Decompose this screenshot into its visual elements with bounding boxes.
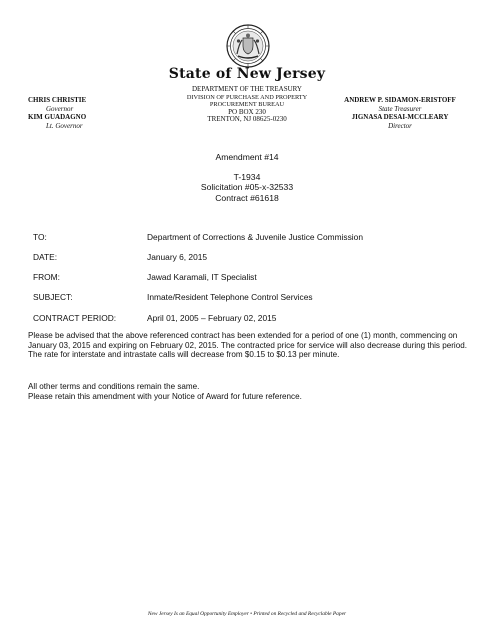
amendment-number: Amendment #14 bbox=[215, 152, 279, 162]
director-title: Director bbox=[388, 122, 412, 131]
treasurer-block bbox=[334, 96, 466, 131]
date-label: DATE: bbox=[33, 252, 58, 262]
to-value: Department of Corrections & Juvenile Justice Commission bbox=[147, 232, 363, 242]
from-value: Jawad Karamali, IT Specialist bbox=[147, 272, 257, 282]
lt-governor-name: KIM GUADAGNO bbox=[28, 113, 87, 122]
contract-period-value: April 01, 2005 – February 02, 2015 bbox=[147, 313, 277, 323]
treasurer-name: ANDREW P. SIDAMON-ERISTOFF bbox=[344, 96, 456, 104]
po-box: PO BOX 230 bbox=[228, 107, 266, 116]
governor-title: Governor bbox=[46, 104, 74, 113]
from-label: FROM: bbox=[33, 272, 60, 282]
department-name: DEPARTMENT OF THE TREASURY bbox=[192, 85, 302, 93]
division-name: DIVISION OF PURCHASE AND PROPERTY bbox=[186, 93, 308, 101]
city-zip: TRENTON, NJ 08625-0230 bbox=[207, 115, 287, 124]
amendment-header bbox=[150, 152, 344, 203]
agency-address-block bbox=[150, 86, 344, 124]
footer-text: New Jersey Is an Equal Opportunity Employer • Printed on Recycled and Recyclable Paper bbox=[147, 611, 347, 617]
body-paragraph: Please be advised that the above referenced contract has been extended for a period of one (1) month, commencing on January 03, 2015 and expiring on February 02, 2015. The contracted price for service will also decrease during this period. The rate for interstate and intrastate calls will decrease from $0.15 to $0.13 per minute. bbox=[28, 331, 467, 360]
body-terms-line: All other terms and conditions remain the same. bbox=[28, 382, 200, 391]
subject-label: SUBJECT: bbox=[33, 292, 73, 302]
t-number: T-1934 bbox=[233, 171, 261, 182]
lt-governor-title: Lt. Governor bbox=[46, 122, 83, 131]
governor-name: CHRIS CHRISTIE bbox=[28, 96, 87, 104]
to-label: TO: bbox=[33, 232, 47, 242]
governor-block bbox=[28, 96, 138, 131]
body-retain-line: Please retain this amendment with your Notice of Award for future reference. bbox=[28, 392, 302, 401]
contract-number: Contract #61618 bbox=[215, 192, 279, 203]
bureau-name: PROCUREMENT BUREAU bbox=[209, 101, 285, 109]
treasurer-title: State Treasurer bbox=[378, 104, 422, 113]
subject-value: Inmate/Resident Telephone Control Services bbox=[147, 292, 313, 302]
solicitation-number: Solicitation #05-x-32533 bbox=[200, 182, 294, 193]
state-name: State of New Jersey bbox=[168, 66, 326, 82]
state-seal-icon bbox=[226, 24, 270, 68]
date-value: January 6, 2015 bbox=[147, 252, 208, 262]
director-name: JIGNASA DESAI-MCCLEARY bbox=[351, 113, 449, 122]
contract-period-label: CONTRACT PERIOD: bbox=[33, 313, 117, 323]
